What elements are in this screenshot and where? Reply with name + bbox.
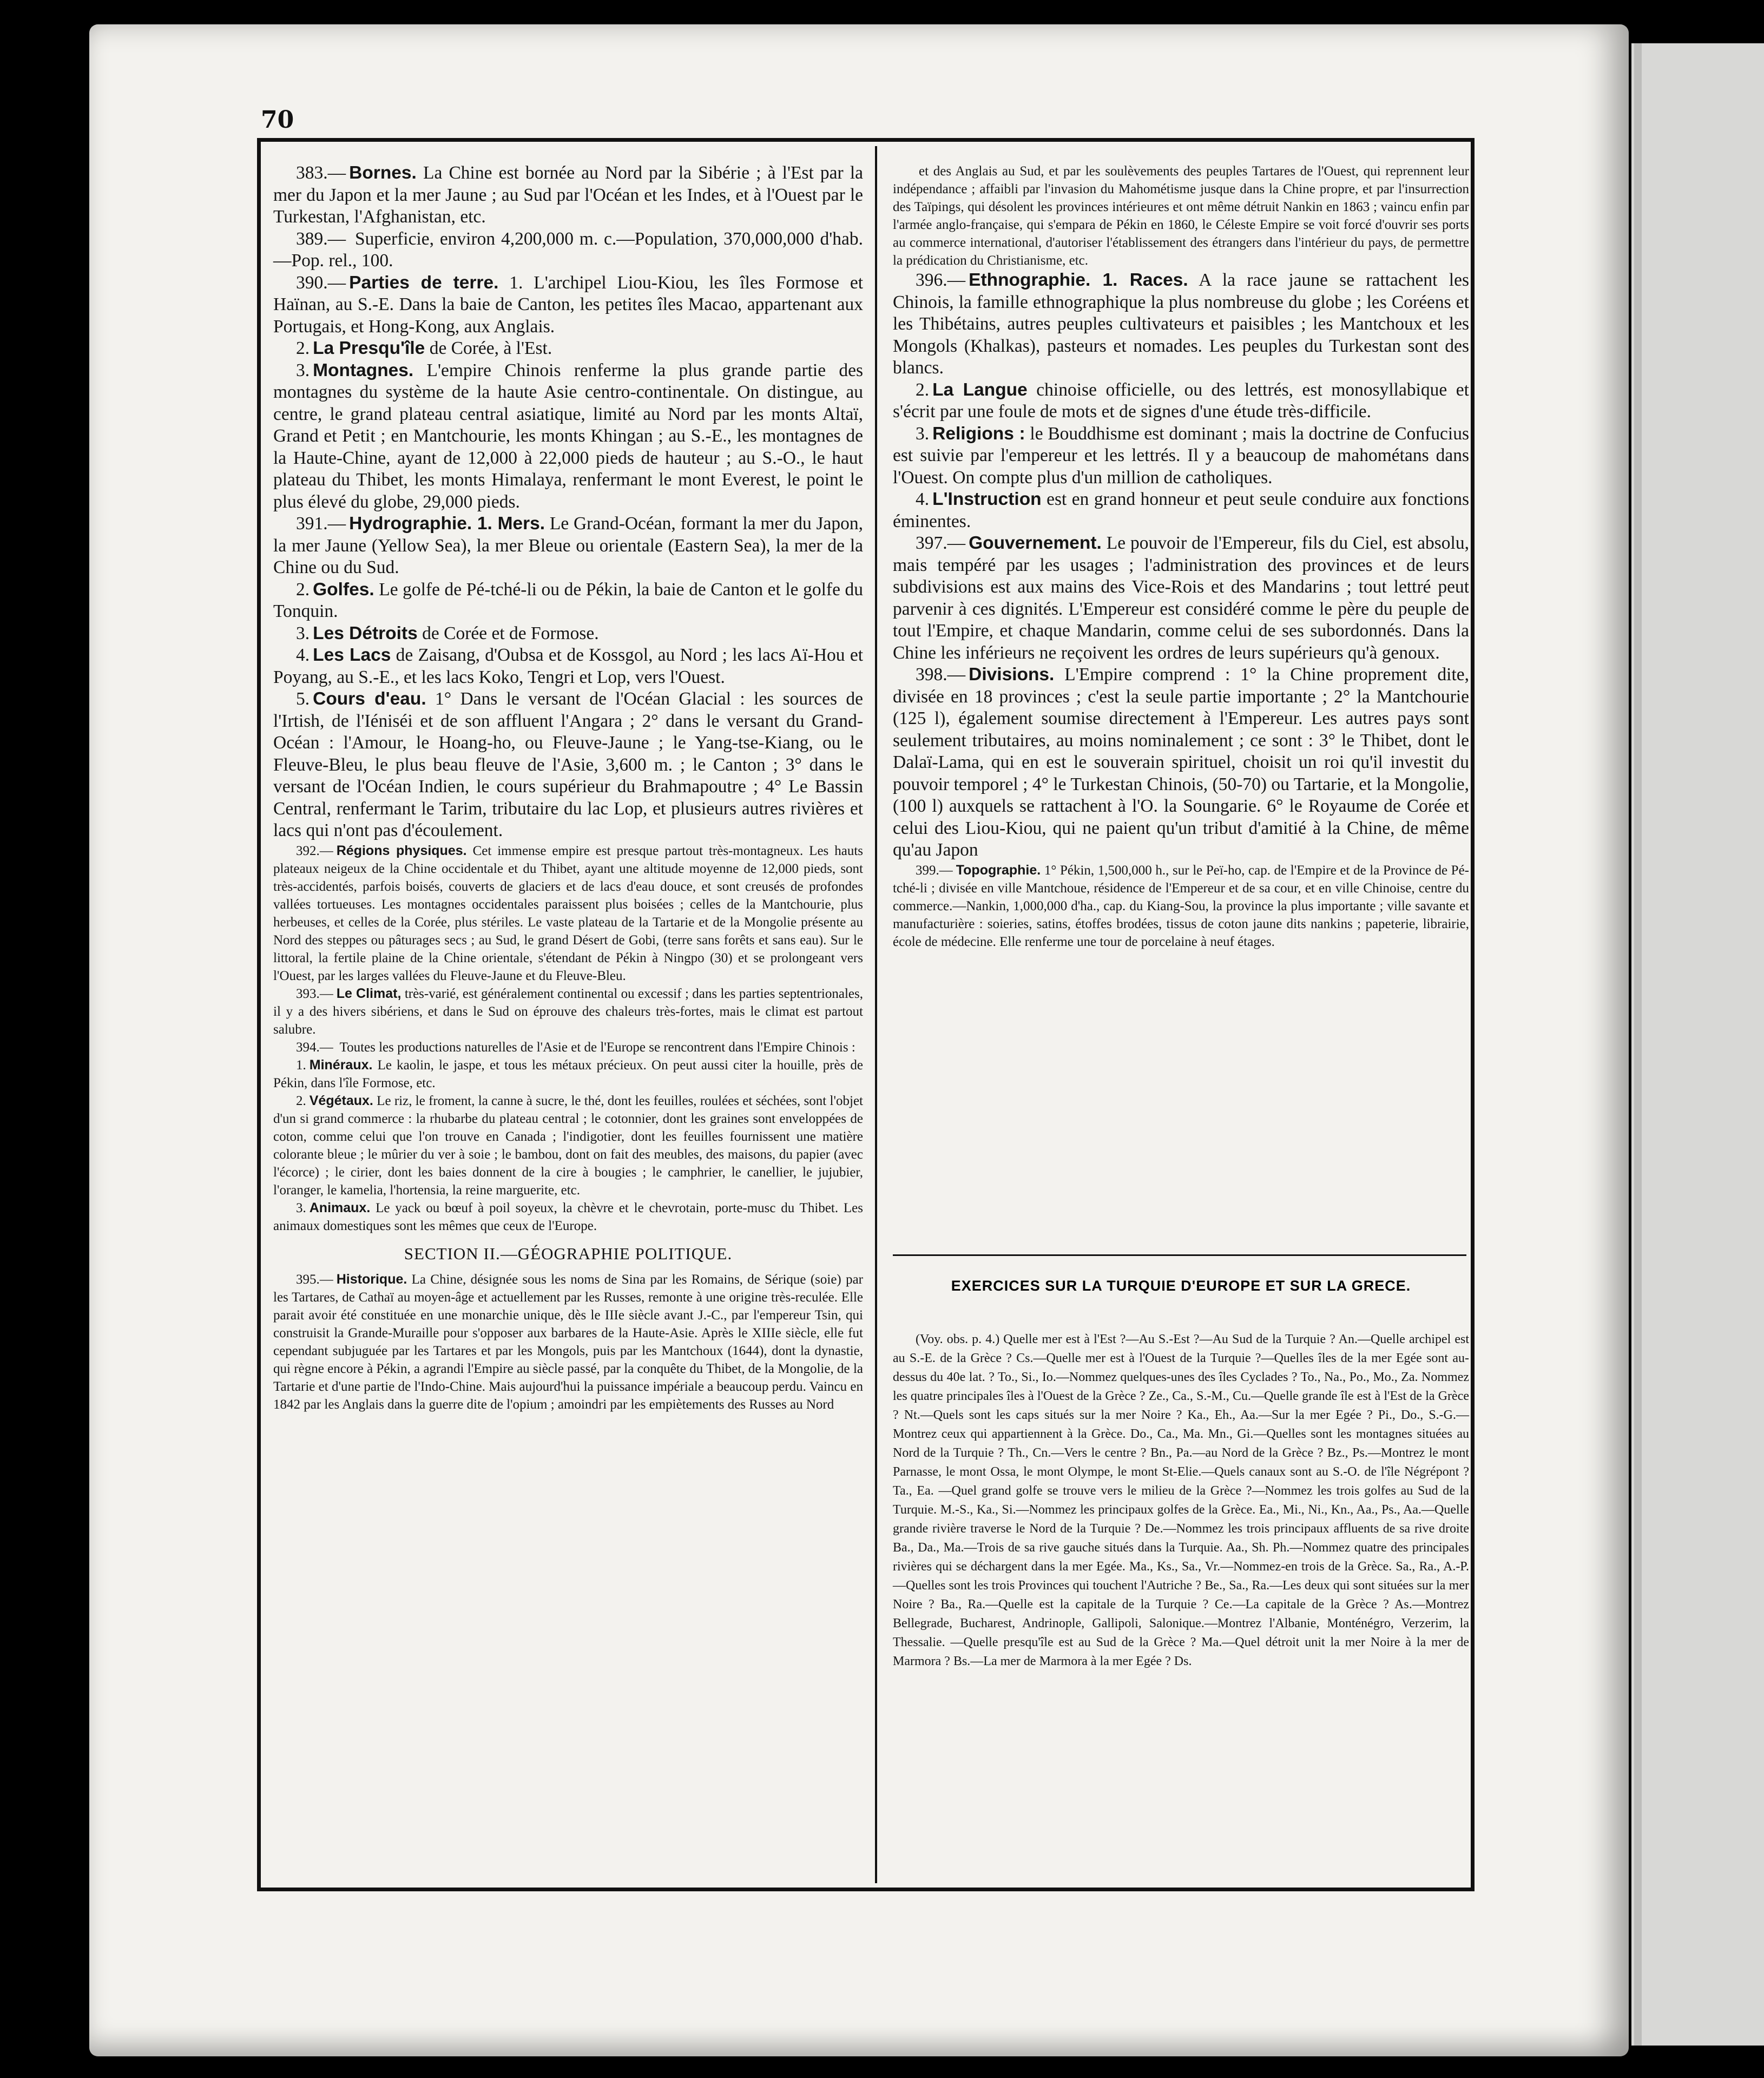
paragraph-number: 390.— — [296, 272, 346, 293]
paragraph — [273, 1092, 863, 1199]
paragraph-text: de Corée, à l'Est. — [429, 338, 552, 358]
paragraph-number: 397.— — [916, 533, 966, 553]
paragraph-number: 3. — [296, 1200, 306, 1215]
paragraph — [273, 1056, 863, 1092]
paragraph-heading: Le Climat, — [336, 985, 401, 1001]
paragraph-text: Toutes les productions naturelles de l'Asie et de l'Europe se rencontrent dans l'Empire Chinois : — [339, 1040, 855, 1055]
paragraph-text: L'Empire comprend : 1° la Chine proprement dite, divisée en 18 provinces ; c'est la seule partie importante ; 2° la Mantchourie (125 l), également soumise directement à l'Empereur. Les autres pays sont seulement tributaires, au moins nominalement ; ce sont : 3° le Thibet, dont le Dalaï-Lama, qui en est le souverain spirituel, choisit un roi qu'il investit du pouvoir temporel ; 4° le Turkestan Chinois, (50-70) ou Tartarie, et la Mongolie, (100 l) auxquels se rattachent à l'O. la Soungarie. 6° le Royaume de Corée et celui des Liou-Kiou, qui ne paient qu'un tribut d'amitié à la Chine, de même qu'au Japon — [893, 665, 1470, 860]
paragraph-heading: La Presqu'île — [313, 338, 425, 358]
paragraph-text: 1° Pékin, 1,500,000 h., sur le Peï-ho, cap. de l'Empire et de la Province de Pé-tché-li ; divisée en ville Mantchoue, résidence de l'Empereur et de sa cour, et en ville Chinoise, centre du commerce.—Nankin, 1,000,000 d'ha., cap. du Kiang-Sou, la province la plus importante ; ville savante et manufacturière : soieries, satins, étoffes brodées, tissus de coton jaune dits nankins ; papeterie, librairie, école de médecine. Elle renferme une tour de porcelaine à neuf étages. — [893, 863, 1469, 949]
paragraph-heading: Historique. — [336, 1271, 407, 1287]
paragraph — [893, 664, 1469, 862]
paragraph-text: A la race jaune se rattachent les Chinois, la famille ethnographique la plus nombreuse du globe ; les Coréens et les Thibétains, autres peuples cultivateurs et paisibles ; les Mantchoux et les Mongols (Khalkas), pasteurs et nomades. Les peuples du Turkestan sont des blancs. — [893, 270, 1469, 378]
paragraph-heading: Gouvernement. — [969, 533, 1102, 553]
paragraph-heading: Religions : — [932, 423, 1025, 444]
paragraph-heading: Parties de terre. — [349, 272, 499, 293]
paragraph-text: de Corée et de Formose. — [422, 623, 599, 643]
paragraph-heading: Végétaux. — [309, 1093, 373, 1108]
paragraph-heading: Topographie. — [956, 862, 1041, 878]
paragraph-text: La Chine, désignée sous les noms de Sina par les Romains, de Sérique (soie) par les Tartares, de Cathaï au moyen-âge et actuellement par les Russes, remonte à une origine très-reculée. Elle parait avoir été constituée en une monarchie unique, dès le IIIe siècle avant J.-C., par l'empereur Tsin, qui construisit la Grande-Muraille pour s'opposer aux barbares de la Haute-Asie. Après le XIIIe siècle, elle fut cependant subjuguée par les Tartares et par les Mongols, puis par les Mantchoux (1644), dont la dynastie, qui règne encore à Pékin, a agrandi l'Empire au siècle passé, par la conquête du Thibet, de la Mongolie, de la Tartarie et d'une partie de l'Indo-Chine. Mais aujourd'hui la puissance impériale a beaucoup perdu. Vaincu en 1842 par les Anglais dans la guerre dite de l'opium ; amoindri par les empiètements des Russes au Nord — [273, 1272, 864, 1412]
page-number: 70 — [261, 106, 294, 134]
paragraph-number: 394.— — [296, 1040, 333, 1055]
exercise-title: EXERCICES SUR LA TURQUIE D'EUROPE ET SUR LA GRECE. — [951, 1278, 1411, 1294]
paragraph-number: 383.— — [296, 163, 346, 183]
paragraph-number: 389.— — [296, 228, 346, 249]
paragraph-heading: Divisions. — [969, 665, 1055, 685]
facing-page-edge — [1631, 43, 1764, 2046]
paragraph — [893, 532, 1469, 664]
paragraph-text: Le kaolin, le jaspe, et tous les métaux précieux. On peut aussi citer la houille, près de Pékin, dans l'île Formose, etc. — [273, 1057, 864, 1090]
paragraph-text: Le Grand-Océan, formant la mer du Japon, la mer Jaune (Yellow Sea), la mer Bleue ou orientale (Eastern Sea), la mer de la Chine ou du Sud. — [273, 514, 864, 577]
paragraph — [273, 228, 863, 272]
page-gutter — [1634, 43, 1642, 2046]
paragraph — [273, 338, 863, 360]
paragraph-text: de Zaisang, d'Oubsa et de Kossgol, au Nord ; les lacs Aï-Hou et Poyang, au S.-E., et les lacs Koko, Tengri et Lop, vers l'Ouest. — [273, 645, 863, 687]
paragraph-number: 391.— — [296, 514, 346, 534]
paragraph-text: Le golfe de Pé-tché-li ou de Pékin, la baie de Canton et le golfe du Tonquin. — [273, 579, 864, 621]
paragraph-number: 2. — [296, 338, 310, 358]
paragraph-number: 1. — [296, 1057, 306, 1073]
paragraph-number: 399.— — [916, 863, 953, 878]
paragraph-heading: Golfes. — [313, 579, 374, 600]
paragraph-text: très-varié, est généralement continental ou excessif ; dans les parties septentrionales, il y a des hivers sibériens, et dans le Sud on éprouve des chaleurs très-fortes, mais le climat est partout salubre. — [273, 986, 863, 1037]
left-paragraphs — [273, 162, 863, 1235]
paragraph — [273, 162, 863, 228]
paragraph-heading: Animaux. — [309, 1200, 371, 1215]
paragraph-number: 4. — [916, 489, 930, 509]
paragraph-heading: Minéraux. — [309, 1057, 373, 1073]
paragraph-text: 1. L'archipel Liou-Kiou, les îles Formose et Haïnan, au S.-E. Dans la baie de Canton, les petites îles Macao, appartenant aux Portugais, et Hong-Kong, aux Anglais. — [273, 272, 864, 337]
paragraph-text: est en grand honneur et peut seule conduire aux fonctions éminentes. — [893, 489, 1470, 531]
paragraph-text: Le pouvoir de l'Empereur, fils du Ciel, est absolu, mais tempéré par les usages ; l'administration des provinces et de leurs subdivisions est aux mains des Vice-Rois et des Mandarins ; tout lettré peut parvenir à ces dignités. L'Empereur est considéré comme le père du peuple de tout l'Empire, et chaque Mandarin, comme celui de ses subordonnés. Dans la Chine les inférieurs ne reçoivent les ordres de leurs supérieurs qu'à genoux. — [893, 533, 1469, 663]
paragraph — [893, 269, 1469, 379]
paragraph — [273, 1038, 863, 1056]
paragraph-heading: Bornes. — [349, 163, 417, 183]
paragraph-text: chinoise officielle, ou des lettrés, est monosyllabique et s'écrit par une foule de mots et de signes d'une étude très-difficile. — [893, 379, 1469, 422]
exercise-divider — [893, 1254, 1466, 1256]
paragraph-heading: Régions physiques. — [336, 843, 467, 858]
paragraph — [273, 645, 863, 688]
exercise-text: (Voy. obs. p. 4.) Quelle mer est à l'Est ?—Au S.-Est ?—Au Sud de la Turquie ? An.—Quelle archipel est au S.-E. de la Grèce ? Cs.—Quelle mer est à l'Ouest de la Turquie ?—Quelles îles de la mer Egée sont au-dessus du 40e lat. ? To., Si., Io.—Nommez quelques-unes des îles Cyclades ? To., Na., Po., Mo., Za. Nommez les quatre principales îles à l'Ouest de la Grèce ? Ze., Ca., S.-M., Cu.—Quelle grande île est à l'Est de la Grèce ? Nt.—Quels sont les caps situés sur la mer Noire ? Ka., Eh., Aa.—Sur la mer Egée ? Pi., Do., S.-G.—Montrez ceux qui appartiennent à la Grèce. Do., Ca., Ma. Mn., Gi.—Quelles sont les montagnes situées au Nord de la Turquie ? Th., Cn.—Vers le centre ? Bn., Pa.—au Nord de la Grèce ? Bz., Ps.—Montrez le mont Parnasse, le mont Ossa, le mont Olympe, le mont St-Elie.—Quels canaux sont au S.-O. de l'île Négrépont ? Ta., Ea. —Quel grand golfe se trouve vers le milieu de la Grèce ?—Nommez les trois golfes au Sud de la Turquie. M.-S., Ka., Si.—Nommez les principaux golfes de la Grèce. Ea., Mi., Ni., Kn., Aa., Ps., Aa.—Quelle grande rivière traverse le Nord de la Turquie ? De.—Nommez les trois principaux affluents de sa rive droite Ba., Da., Ma.—Trois de sa rive gauche situés dans la Turquie. Aa., Sh. Ph.—Nommez quatre des principales rivières qui se déchargent dans la mer Egée. Ma., Ks., Sa., Vr.—Nommez-en trois de la Grèce. Sa., Ra., A.-P.—Quelles sont les trois Provinces qui touchent l'Autriche ? Be., Sa., Ra.—Les deux qui sont situées sur la mer Noire ? Ba., Ra.—Quelle est la capitale de la Turquie ? Ce.—La capitale de la Grèce ? As.—Montrez Bellegrade, Bucharest, Andrinople, Gallipoli, Salonique.—Montrez l'Albanie, Monténégro, Verzerim, la Thessalie. —Quelle presqu'île est au Sud de la Grèce ? Ma.—Quel détroit unit la mer Noire à la mer de Marmora ? Bs.—La mer de Marmora à la mer Egée ? Ds. — [893, 1332, 1469, 1668]
paragraph-number: 396.— — [916, 270, 966, 290]
paragraph-historique — [273, 1271, 863, 1413]
paragraph-number: 2. — [296, 579, 310, 600]
paragraph — [273, 272, 863, 338]
paragraph-heading: Ethnographie. 1. Races. — [969, 270, 1188, 290]
paragraph — [893, 862, 1469, 951]
paragraph-heading: Hydrographie. 1. Mers. — [349, 514, 545, 534]
left-column — [273, 162, 863, 1413]
paragraph-heading: Les Lacs — [313, 645, 391, 665]
paragraph-number: 4. — [296, 645, 310, 665]
paragraph — [273, 623, 863, 645]
paragraph-heading: Cours d'eau. — [313, 689, 426, 709]
paragraph-number: 3. — [296, 623, 310, 643]
paragraph — [273, 985, 863, 1038]
paragraph-number: 393.— — [296, 986, 333, 1001]
paragraph-number: 5. — [296, 689, 310, 709]
paragraph-text: Le riz, le froment, la canne à sucre, le thé, dont les feuilles, roulées et séchées, sont l'objet d'un si grand commerce : la rhubarbe du plateau central ; le cotonnier, dont les graines sont enveloppées de coton, comme celui que l'on trouve en Canada ; l'indigotier, dont les feuilles fournissent une matière colorante bleue ; le mûrier du ver à soie ; le bambou, dont on fait des meubles, des maisons, du papier (avec l'écorce) ; le cirier, dont les baies donnent de la cire à bougies ; le camphrier, le canellier, le jujubier, l'oranger, le kamelia, l'hortensia, la reine marguerite, etc. — [273, 1093, 863, 1198]
paragraph-text: le Bouddhisme est dominant ; mais la doctrine de Confucius est suivie par l'empereur et les lettrés. Il y a beaucoup de mahométans dans l'Ouest. On compte plus d'un million de catholiques. — [893, 423, 1470, 488]
section-heading: SECTION II.—GÉOGRAPHIE POLITIQUE. — [404, 1244, 733, 1263]
paragraph — [273, 360, 863, 514]
paragraph-text: et des Anglais au Sud, et par les soulèvements des peuples Tartares de l'Ouest, qui reprennent leur indépendance ; affaibli par l'invasion du Mahométisme jusque dans la Chine propre, et par l'insurrection des Taïpings, qui désolent les provinces intérieures et ont même détruit Nankin en 1863 ; vaincu enfin par l'armée anglo-française, qui s'empara de Pékin en 1860, le Céleste Empire se voit forcé d'ouvrir ses ports au commerce international, d'autoriser l'établissement des étrangers dans l'intérieur du pays, de permettre la prédication du Christianisme, etc. — [893, 164, 1469, 268]
paragraph — [893, 379, 1469, 423]
paragraph-text: Superficie, environ 4,200,000 m. c.—Population, 370,000,000 d'hab.—Pop. rel., 100. — [273, 228, 864, 271]
column-divider — [875, 146, 877, 1883]
paragraph-number: 3. — [296, 360, 310, 380]
paragraph-text: La Chine est bornée au Nord par la Sibérie ; à l'Est par la mer du Japon et la mer Jaune ; au Sud par l'Océan et les Indes, et à l'Ouest par le Turkestan, l'Afghanistan, etc. — [273, 163, 864, 227]
paragraph-heading: Montagnes. — [313, 360, 414, 380]
paragraph — [893, 162, 1469, 269]
paragraph-heading: L'Instruction — [932, 489, 1042, 509]
paragraph-number: 395.— — [296, 1272, 333, 1287]
paragraph-text: L'empire Chinois renferme la plus grande partie des montagnes du système de la haute Asie centro-continentale. On distingue, au centre, le grand plateau central asiatique, limité au Nord par les monts Altaï, Grand et Petit ; en Mantchourie, les monts Khingan ; au S.-E., les montagnes de la Haute-Chine, ayant de 12,000 à 22,000 pieds de hauteur ; au S.-O., le haut plateau du Thibet, les monts Himalaya, renfermant le mont Everest, le point le plus élevé du globe, 29,000 pieds. — [273, 360, 864, 512]
paragraph — [893, 423, 1469, 489]
paragraph — [273, 1199, 863, 1235]
paragraph-heading: La Langue — [932, 379, 1028, 400]
paragraph — [273, 513, 863, 579]
paragraph-heading: Les Détroits — [313, 623, 418, 643]
paragraph — [893, 489, 1469, 532]
paragraph — [273, 579, 863, 623]
paragraph-number: 398.— — [916, 665, 966, 685]
paragraph-number: 3. — [916, 423, 930, 444]
paragraph-number: 392.— — [296, 843, 333, 858]
paragraph-text: Le yack ou bœuf à poil soyeux, la chèvre et le chevrotain, porte-musc du Thibet. Les animaux domestiques sont les mêmes que ceux de l'Europe. — [273, 1200, 863, 1233]
paragraph — [273, 688, 863, 842]
paragraph-number: 2. — [296, 1093, 306, 1108]
right-paragraphs — [893, 162, 1469, 951]
paragraph-number: 2. — [916, 379, 930, 400]
paragraph — [273, 842, 863, 985]
paragraph-text: Cet immense empire est presque partout très-montagneux. Les hauts plateaux neigeux de la Chine occidentale et du Thibet, ayant une altitude moyenne de 12,000 pieds, sont très-accidentés, parfois boisés, couverts de glaciers et de lacs d'eau douce, et sont creusés de profondes vallées tortueuses. Les montagnes occidentales paraissent plus boisées ; celles de la Mantchourie, plus herbeuses, et celles de la Corée, plus stériles. Le vaste plateau de la Tartarie et de la Mongolie présente au Nord des steppes ou pâturages secs ; au Sud, le grand Désert de Gobi, (terre sans forêts et sans eau). Sur le littoral, la fertile plaine de la Chine orientale, s'étendant de Pékin à Ningpo (30) et se prolongeant vers l'Ouest, par les larges vallées du Fleuve-Jaune et du Fleuve-Bleu. — [273, 843, 863, 983]
paragraph-text: 1° Dans le versant de l'Océan Glacial : les sources de l'Irtish, de l'Iéniséi et de son affluent l'Angara ; 2° dans le versant du Grand-Océan : l'Amour, le Hoang-ho, ou Fleuve-Jaune ; le Yang-tse-Kiang, ou le Fleuve-Bleu, le plus beau fleuve de l'Asie, 3,600 m. ; le Canton ; 3° dans le versant de l'Océan Indien, le cours supérieur du Brahmapoutre ; 4° Le Bassin Central, renfermant le Tarim, tributaire du lac Lop, et plusieurs autres rivières et lacs qui n'ont pas d'écoulement. — [273, 689, 863, 840]
right-column — [893, 162, 1469, 951]
